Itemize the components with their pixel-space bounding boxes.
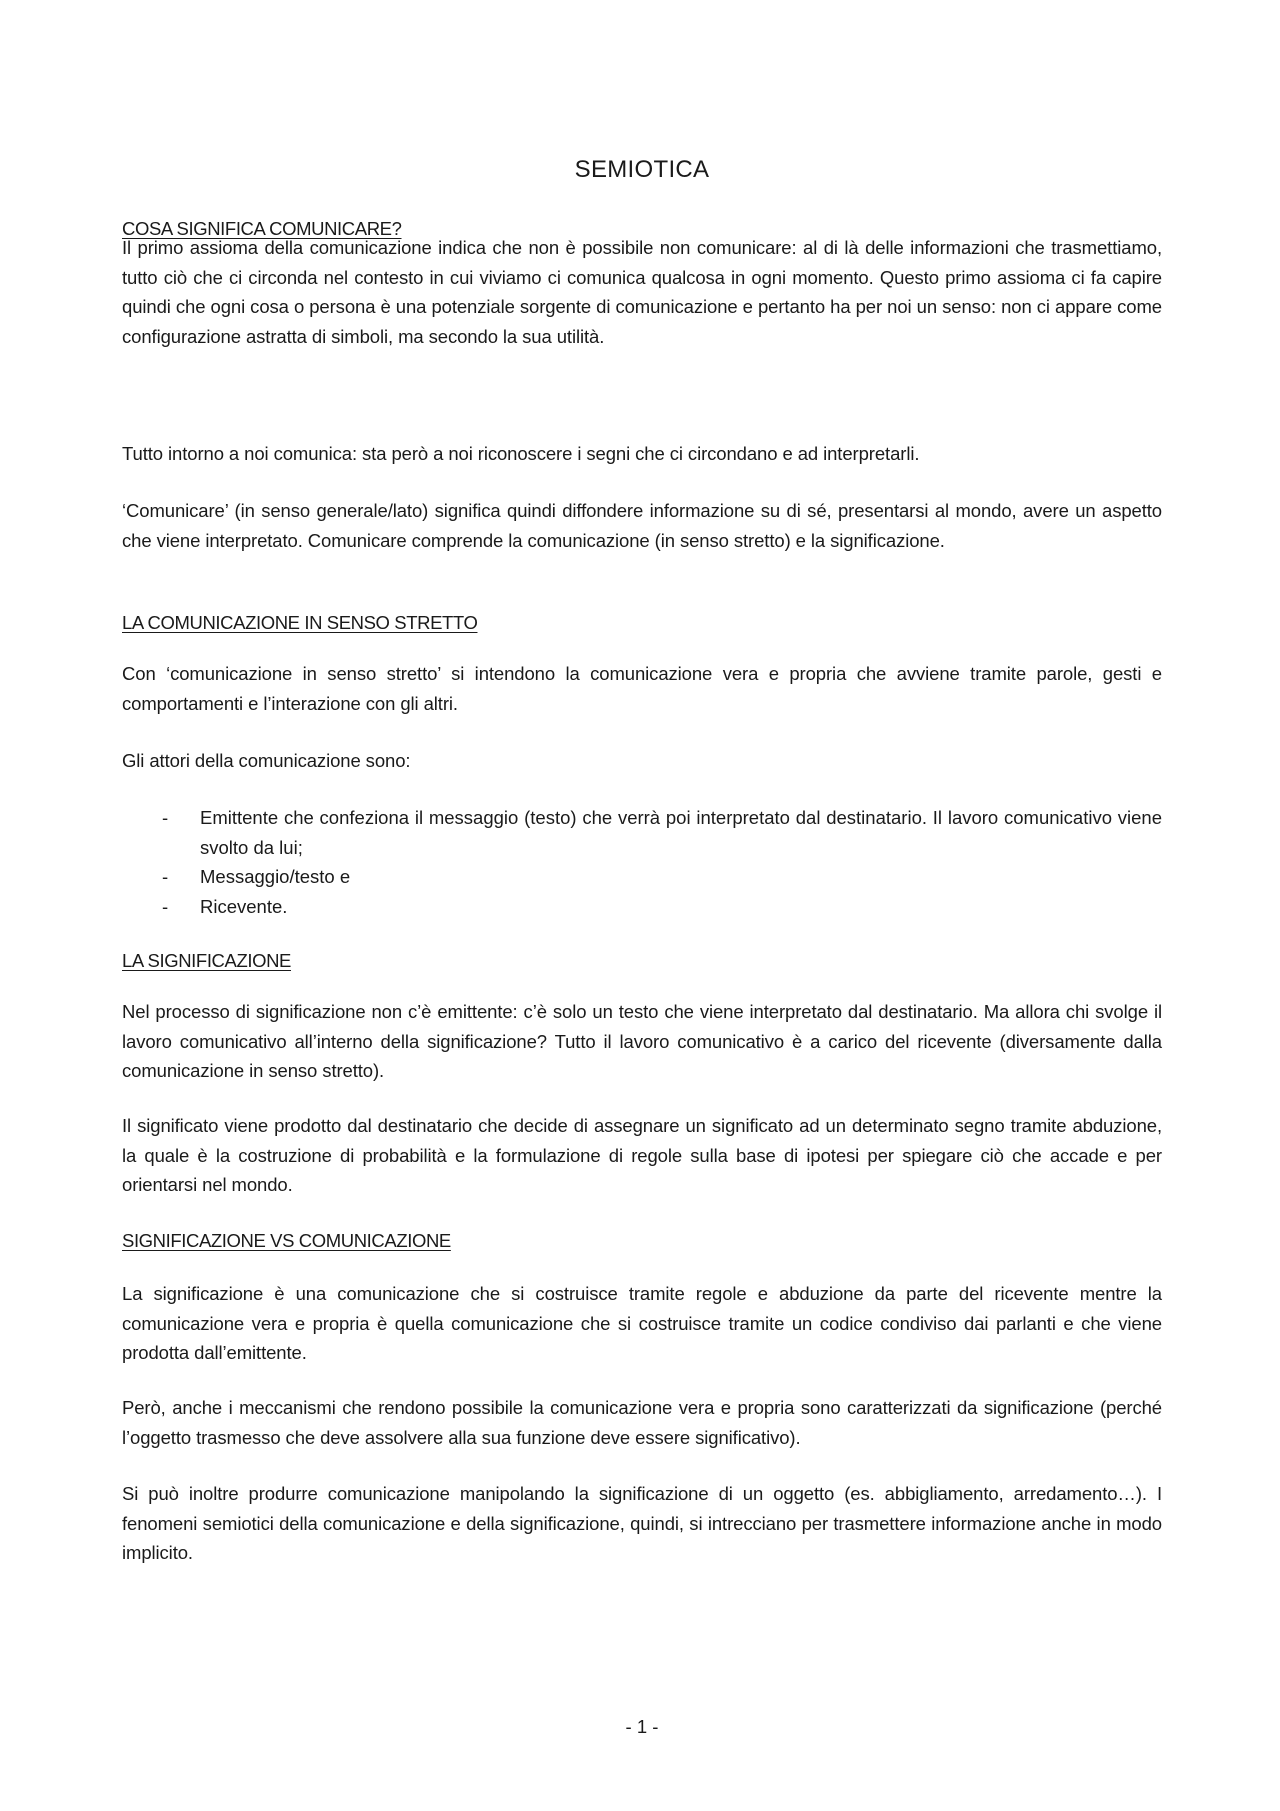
section-heading: LA SIGNIFICAZIONE <box>122 950 291 971</box>
page-number: - 1 - <box>625 1716 659 1737</box>
list-item-text: Ricevente. <box>200 895 288 917</box>
section-heading: SIGNIFICAZIONE VS COMUNICAZIONE <box>122 1230 451 1251</box>
paragraph: La significazione è una comunicazione che si costruisce tramite regole e abduzione da parte del ricevente mentre la comunicazione vera e propria è quella comunicazione che si costruisce tramite un codice condiviso dai parlanti e che viene prodotta dall’emittente. <box>122 1283 1162 1363</box>
section-heading: LA COMUNICAZIONE IN SENSO STRETTO <box>122 612 478 633</box>
paragraph: Gli attori della comunicazione sono: <box>122 750 411 771</box>
list-bullet: - <box>162 807 169 828</box>
paragraph: ‘Comunicare’ (in senso generale/lato) significa quindi diffondere informazione su di sé, presentarsi al mondo, avere un aspetto che viene interpretato. Comunicare comprende la comunicazione (in senso stretto) e la significazione. <box>122 500 1162 551</box>
paragraph: Il significato viene prodotto dal destinatario che decide di assegnare un significato ad un determinato segno tramite abduzione, la quale è la costruzione di probabilità e la formulazione di regole sulla base di ipotesi per spiegare ciò che accade e per orientarsi nel mondo. <box>122 1115 1162 1195</box>
actors-list <box>122 803 1162 921</box>
paragraph: Il primo assioma della comunicazione indica che non è possibile non comunicare: al di là delle informazioni che trasmettiamo, tutto ciò che ci circonda nel contesto in cui viviamo ci comunica qualcosa in ogni momento. Questo primo assioma ci fa capire quindi che ogni cosa o persona è una potenziale sorgente di comunicazione e pertanto ha per noi un senso: non ci appare come configurazione astratta di simboli, ma secondo la sua utilità. <box>122 237 1162 347</box>
list-item-text: Messaggio/testo e <box>200 866 351 887</box>
section-heading: COSA SIGNIFICA COMUNICARE? <box>122 218 402 239</box>
document-title: SEMIOTICA <box>574 156 710 183</box>
list-item <box>122 892 1162 922</box>
list-bullet: - <box>162 895 169 917</box>
paragraph: Tutto intorno a noi comunica: sta però a noi riconoscere i segni che ci circondano e ad interpretarli. <box>122 443 920 464</box>
list-item-text: Emittente che confeziona il messaggio (testo) che verrà poi interpretato dal destinatario. Il lavoro comunicativo viene svolto da lui; <box>200 807 1162 858</box>
list-bullet: - <box>162 866 169 887</box>
list-item <box>122 803 1162 862</box>
paragraph: Però, anche i meccanismi che rendono possibile la comunicazione vera e propria sono caratterizzati da significazione (perché l’oggetto trasmesso che deve assolvere alla sua funzione deve essere significativo). <box>122 1397 1162 1448</box>
paragraph: Nel processo di significazione non c’è emittente: c’è solo un testo che viene interpretato dal destinatario. Ma allora chi svolge il lavoro comunicativo all’interno della significazione? Tutto il lavoro comunicativo è a carico del ricevente (diversamente dalla comunicazione in senso stretto). <box>122 1001 1162 1081</box>
list-item <box>122 862 1162 892</box>
paragraph: Con ‘comunicazione in senso stretto’ si intendono la comunicazione vera e propria che avviene tramite parole, gesti e comportamenti e l’interazione con gli altri. <box>122 663 1162 714</box>
paragraph: Si può inoltre produrre comunicazione manipolando la significazione di un oggetto (es. abbigliamento, arredamento…). I fenomeni semiotici della comunicazione e della significazione, quindi, si intrecciano per trasmettere informazione anche in modo implicito. <box>122 1483 1162 1563</box>
